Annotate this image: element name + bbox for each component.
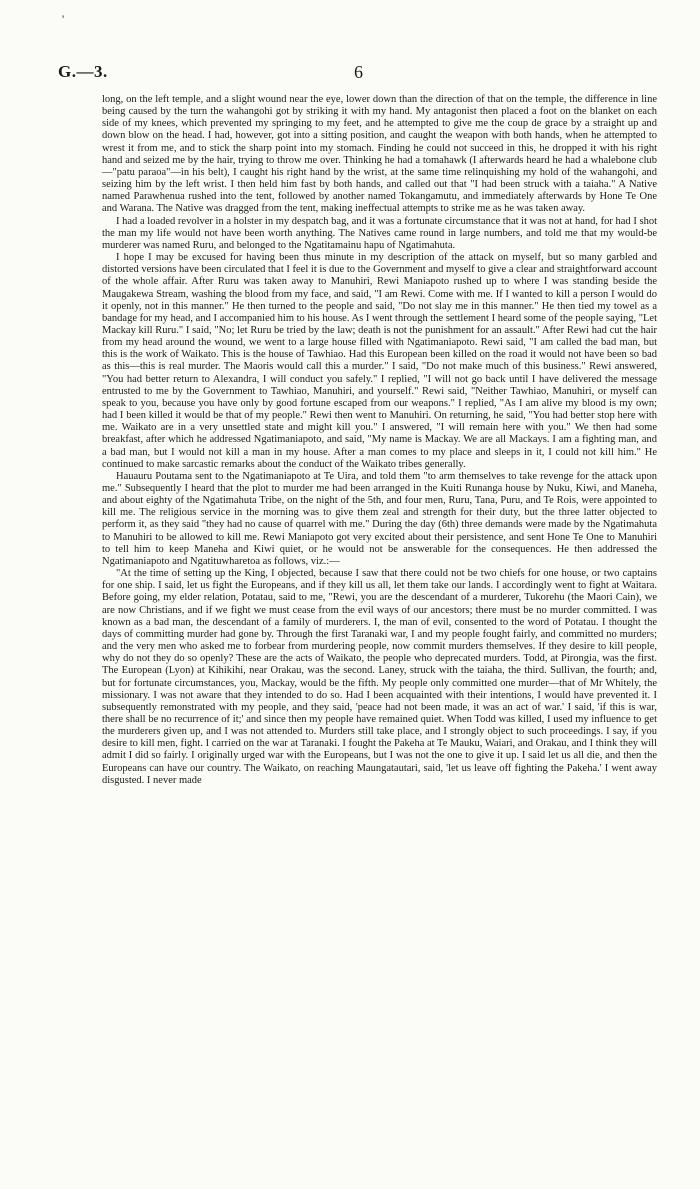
stray-mark: ' [62,12,65,26]
page-header [58,62,644,82]
document-reference: G.—3. [58,62,108,81]
paragraph: I had a loaded revolver in a holster in my despatch bag, and it was a fortunate circumstance that it was not at hand, for had I shot the man my life would not have been worth anything. The Natives came round in large numbers, and told me that my would-be murderer was named Ruru, and belonged to the Ngatitamainu hapu of Ngatimahuta. [102,215,657,251]
body-text [102,94,657,787]
paragraph: long, on the left temple, and a slight wound near the eye, lower down than the direction of that on the temple, the difference in line being caused by the turn the wahangohi got by striking it with my hand. My antagonist then placed a foot on the blanket on each side of my knees, which prevented my springing to my feet, and he attempted to give me the coup de grace by a straight up and down blow on the head. I had, however, got into a sitting position, and caught the weapon with both hands, when he attempted to wrest it from me, and to stick the sharp point into my stomach. Finding he could not succeed in this, he dropped it with his right hand and seized me by the hair, trying to throw me over. Thinking he had a tomahawk (I afterwards heard he had a whalebone club—"patu paraoa"—in his belt), I caught his right hand by the wrist, at the same time relinquishing my hold of the wahangohi, and seizing him by the left wrist. I then held him fast by both hands, and called out that "I had been struck with a taiaha." A Native named Parawhenua rushed into the tent, followed by another named Tokangamutu, and immediately afterwards by Hone Te One and Warana. The Native was dragged from the tent, making ineffectual attempts to strike me as he was taken away. [102,94,657,215]
paragraph: I hope I may be excused for having been thus minute in my description of the attack on myself, but so many garbled and distorted versions have been circulated that I feel it is due to the Government and myself to give a clear and straightforward account of the whole affair. After Ruru was taken away to Manuhiri, Rewi Maniapoto rushed up to where I was standing beside the Maugakewa Stream, washing the blood from my face, and said, "I am Rewi. Come with me. If I wanted to kill a person I would do it openly, not in this manner." He then turned to the people and said, "Do not slay me in this manner." He then tied my towel as a bandage for my head, and I accompanied him to his house. As I went through the settlement I heard some of the people saying, "Let Mackay kill Ruru." I said, "No; let Ruru be tried by the law; death is not the punishment for an assault." After Rewi had cut the hair from my head around the wound, we went to a large house filled with Ngatimaniapoto. Rewi said, "I am called the bad man, but this is the work of Waikato. This is the house of Tawhiao. Had this European been killed on the road it would not have been so bad as this—this is real murder. The Maoris would call this a murder." I said, "Do not make much of this business." Rewi answered, "You had better return to Alexandra, I will conduct you safely." I replied, "I will not go back until I have delivered the message entrusted to me by the Government to Tawhiao, Manuhiri, and yourself." Rewi said, "Neither Tawhiao, Manuhiri, or myself can speak to you, because you have only by good fortune escaped from our weapons." I replied, "As I am alive my blood is my own; had I been killed it would be that of my people." Rewi then went to Manuhiri. On returning, he said, "You had better stop here with me. Waikato are in a very unsettled state and might kill you." I answered, "I will remain here with you." We then had some breakfast, after which he addressed Ngatimaniapoto, and said, "My name is Mackay. We are all Mackays. I am a fighting man, and a bad man, but I would not kill a man in my house. After a man comes to my place and sleeps in it, I could not kill him." He continued to make sarcastic remarks about the conduct of the Waikato tribes generally. [102,252,657,470]
paragraph: Hauauru Poutama sent to the Ngatimaniapoto at Te Uira, and told them "to arm themselves to take revenge for the attack upon me." Subsequently I heard that the plot to murder me had been arranged in the Kuiti Runanga house by Nuku, Kiwi, and Maneha, and about eighty of the Ngatimahuta Tribe, on the night of the 5th, and four men, Ruru, Tana, Puru, and Te Rois, were appointed to kill me. The religious service in the morning was to give them zeal and strength for their duty, but the three latter objected to perform it, as they said "they had no cause of quarrel with me." During the day (6th) three demands were made by the Ngatimahuta to Manuhiri to be allowed to kill me. Rewi Maniapoto got very excited about their persistence, and sent Hone Te One to Manuhiri to tell him to keep Maneha and Kiwi quiet, or he would not be answerable for the consequences. He then addressed the Ngatimaniapoto and Ngatituwharetoa as follows, viz.:— [102,470,657,567]
page-number: 6 [354,62,363,82]
paragraph: "At the time of setting up the King, I objected, because I saw that there could not be two chiefs for one house, or two captains for one ship. I said, let us fight the Europeans, and if they kill us all, let them take our lands. I accordingly went to fight at Waitara. Before going, my elder relation, Potatau, said to me, "Rewi, you are the descendant of a murderer, Tukorehu (the Maori Cain), we are now Christians, and if we fight we must cease from the evil ways of our ancestors; there must be no murder committed. I was known as a bad man, the descendant of a family of murderers. I, the man of evil, consented to the word of Potatau. I thought the days of committing murder had gone by. Through the first Taranaki war, I and my people fought fairly, and committed no murders; and the very men who asked me to forbear from murdering people, now commit murders themselves. If they desire to kill people, why do not they do so openly? These are the acts of Waikato, the people who deprecated murders. Todd, at Pirongia, was the first. The European (Lyon) at Kihikihi, near Orakau, was the second. Laney, struck with the taiaha, the third. Sullivan, the fourth; and, but for fortunate circumstances, you, Mackay, would be the fifth. My people only committed one murder—that of Mr Whitely, the missionary. I was not aware that they intended to do so. Had I been acquainted with their intentions, I would have prevented it. I subsequently remonstrated with my people, and they said, 'peace had not been made, it was an act of war.' I said, 'if this is war, there shall be no recurrence of it;' and since then my people have remained quiet. When Todd was killed, I used my influence to get the murderers given up, and I was not attended to. Murders still take place, and I strongly object to such proceedings. I say, if you desire to kill men, fight. I carried on the war at Taranaki. I fought the Pakeha at Te Mauku, Waiari, and Orakau, and I think they will admit I did so fairly. I originally urged war with the Europeans, but I was not the one to give it up. I said let us all die, and then the Europeans can have our country. The Waikato, on reaching Maungatautari, said, 'let us leave off fighting the Pakeha.' I went away disgusted. I never made [102,568,657,786]
